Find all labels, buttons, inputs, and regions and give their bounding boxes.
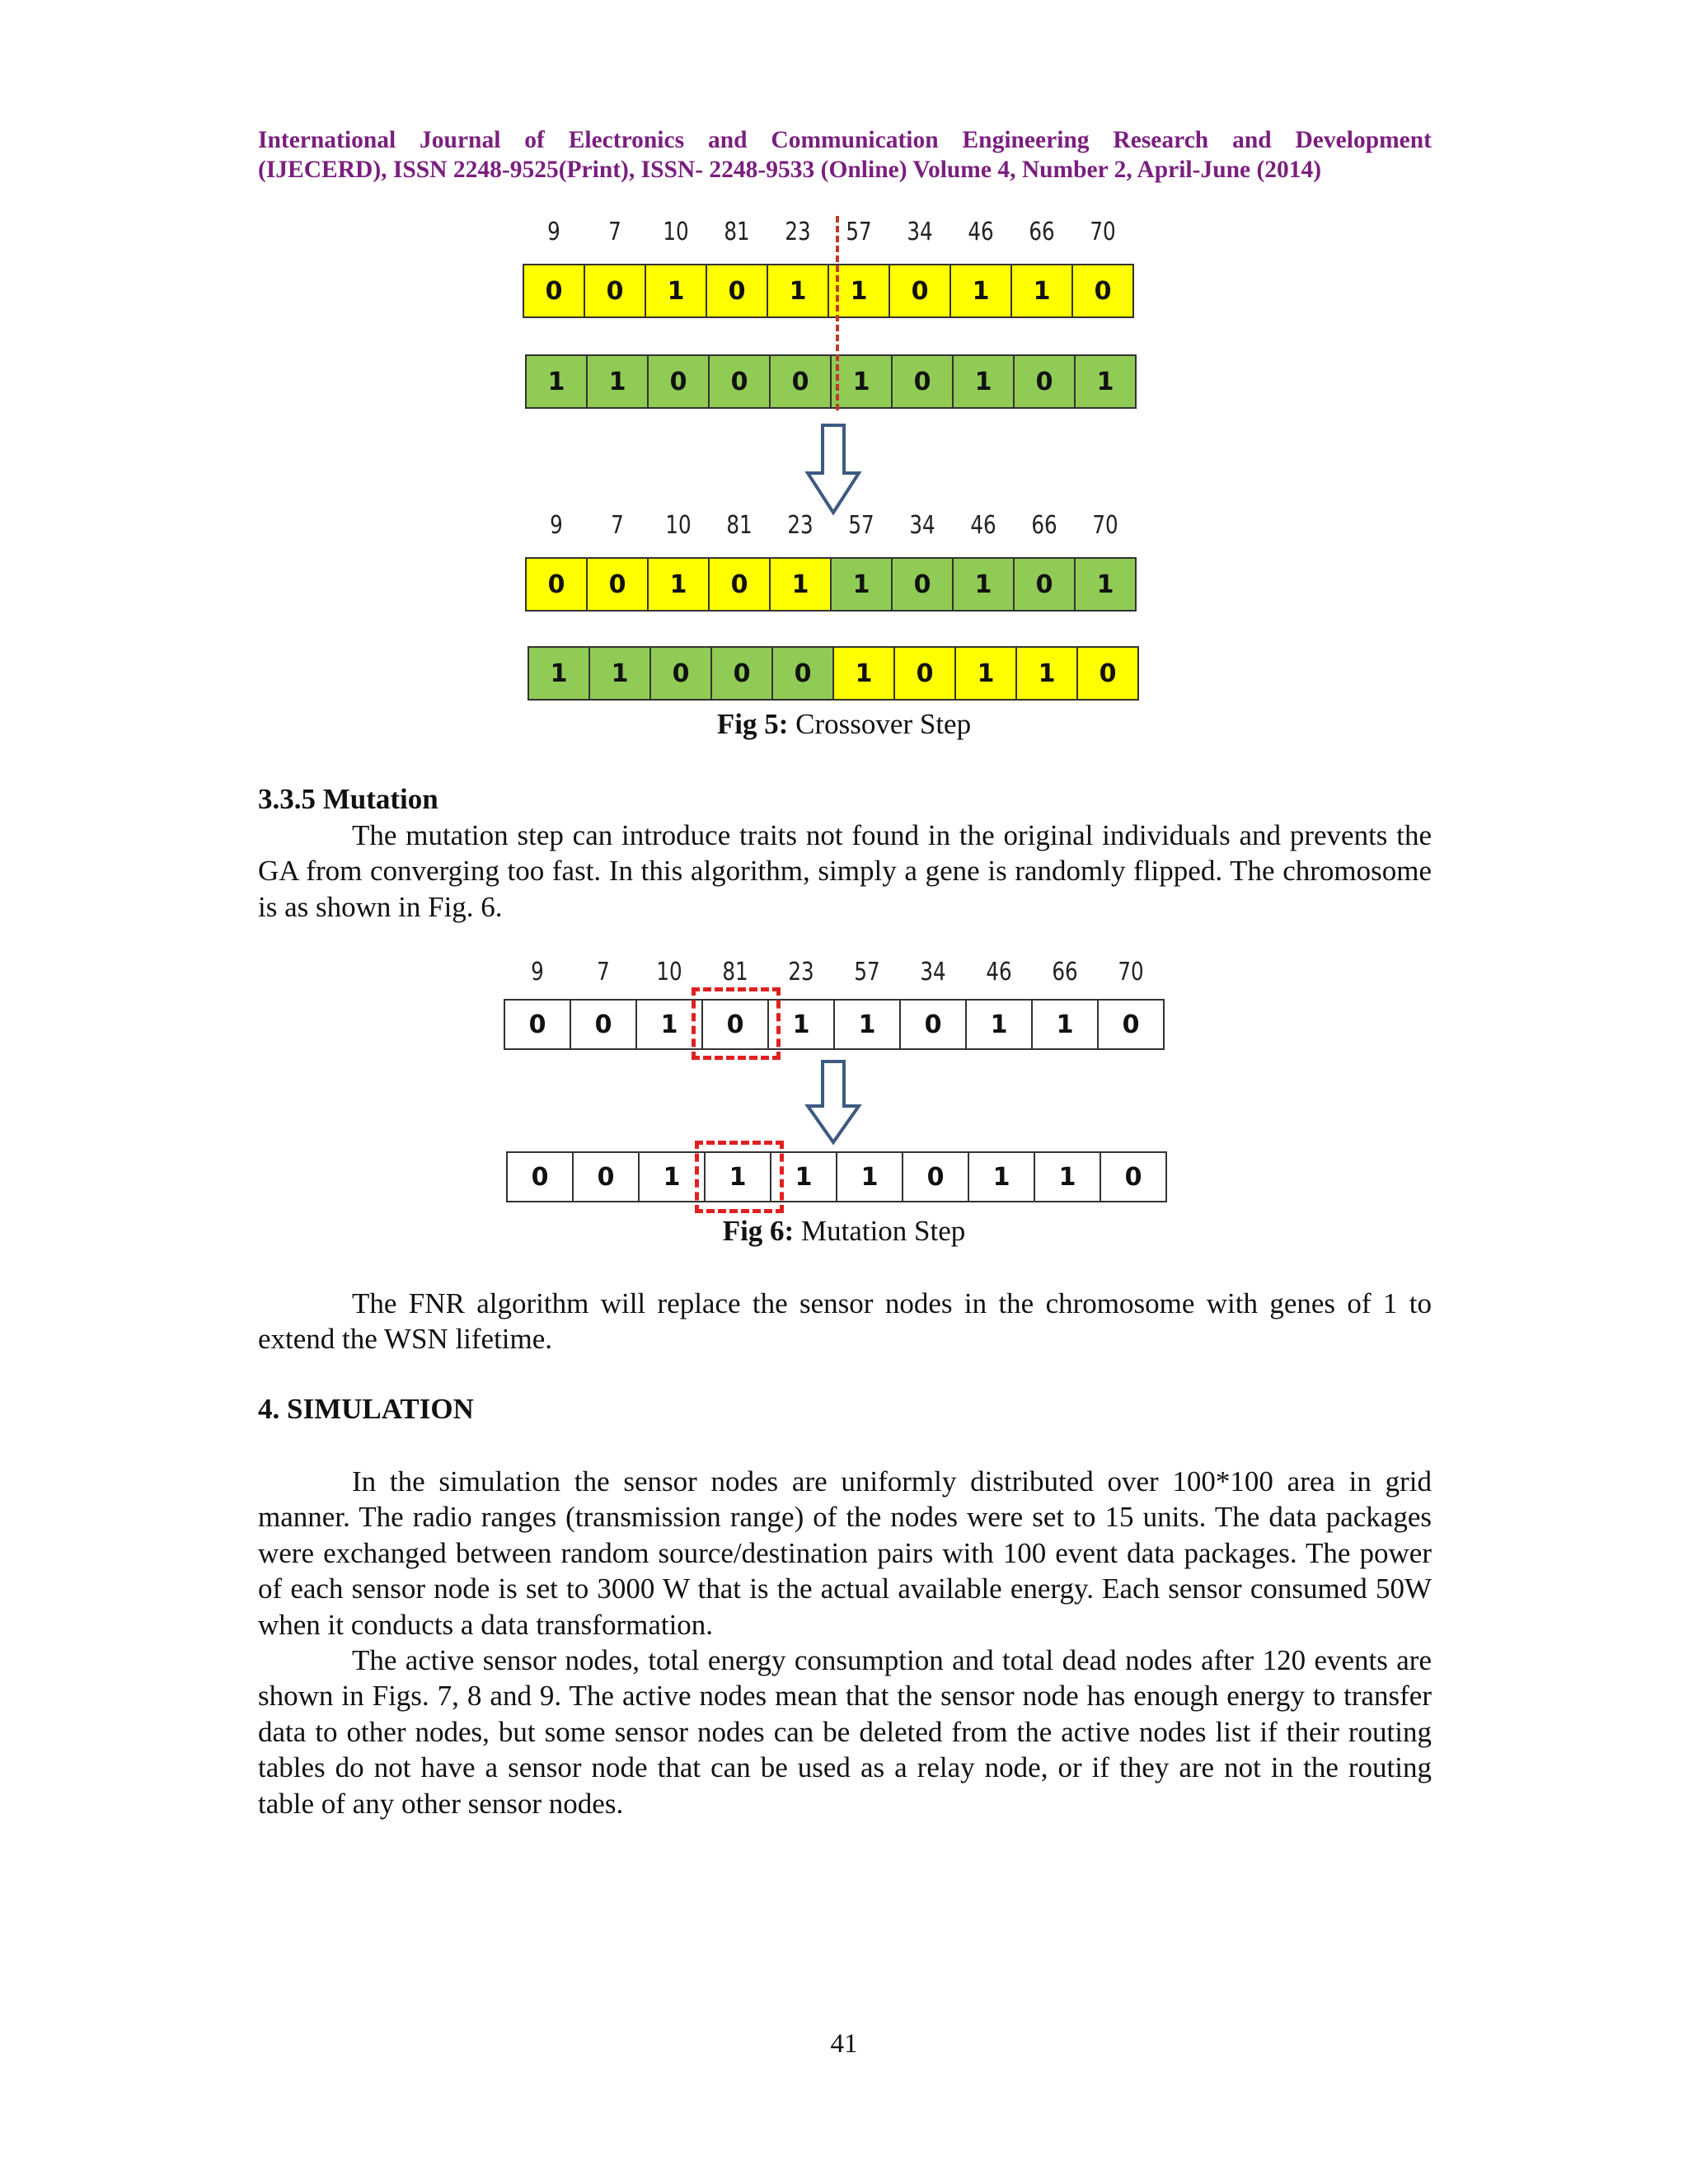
gene-cell: 1 — [952, 354, 1015, 409]
gene-cell: 1 — [635, 999, 703, 1050]
gene-cell: 1 — [770, 1151, 837, 1202]
gene-label: 57 — [854, 958, 880, 987]
gene-cell: 1 — [836, 1151, 903, 1202]
gene-cell: 1 — [968, 1151, 1035, 1202]
gene-label: 7 — [597, 958, 610, 987]
gene-cell: 1 — [830, 354, 893, 409]
simulation-paragraph-1: In the simulation the sensor nodes are uniformly distributed over 100*100 area in grid manner. The radio ranges (transmission range) of the nodes were set to 15 units. The data packages were exchanged between random source/destination pairs with 100 event data packages. The power of each sensor node is set to 3000 W that is the actual available energy. Each sensor consumed 50W when it conducts a data transformation. — [258, 1465, 1432, 1641]
gene-label: 23 — [787, 511, 814, 540]
gene-cell: 1 — [1074, 557, 1137, 612]
simulation-paragraph-2: The active sensor nodes, total energy consumption and total dead nodes after 120 events are shown in Figs. 7, 8 and 9. The active nodes mean that the sensor node has enough energy to transfer data to other nodes, but some sensor nodes can be deleted from the active nodes list if their routing tables do not have a sensor node that can be used as a relay node, or if they are not in the routing table of any other sensor nodes. — [258, 1644, 1432, 1820]
gene-cell: 0 — [889, 264, 951, 318]
simulation-paragraphs — [258, 1464, 1432, 1821]
gene-cell: 0 — [506, 1151, 574, 1202]
gene-cell: 1 — [1031, 999, 1099, 1050]
gene-cell: 1 — [767, 264, 829, 318]
gene-label: 46 — [968, 218, 994, 246]
mutation-paragraph-text: The mutation step can introduce traits not found in the original individuals and prevents the GA from converging too fast. In this algorithm, simply a gene is randomly flipped. The chromosome is as shown in Fig. 6. — [258, 819, 1432, 923]
gene-cell: 0 — [1076, 646, 1139, 701]
gene-label: 46 — [986, 958, 1012, 987]
gene-cell: 0 — [706, 264, 768, 318]
gene-label: 57 — [848, 511, 874, 540]
fig6-caption — [0, 1215, 1688, 1248]
gene-label: 34 — [907, 218, 933, 246]
gene-cell: 0 — [649, 646, 712, 701]
fig5-child-a-row — [525, 557, 1137, 612]
gene-cell: 1 — [952, 557, 1015, 612]
down-arrow-icon — [804, 1060, 862, 1146]
gene-cell: 1 — [832, 646, 895, 701]
gene-cell: 0 — [771, 646, 834, 701]
gene-cell: 0 — [891, 354, 954, 409]
gene-cell: 0 — [523, 264, 585, 318]
fnr-paragraph — [258, 1286, 1432, 1357]
gene-cell: 1 — [1074, 354, 1137, 409]
gene-label: 81 — [726, 511, 753, 540]
fig5-caption-text: Crossover Step — [788, 708, 972, 740]
gene-cell: 1 — [525, 354, 588, 409]
gene-label: 34 — [909, 511, 935, 540]
gene-cell: 0 — [586, 557, 649, 612]
gene-cell: 1 — [965, 999, 1033, 1050]
gene-label: 7 — [608, 218, 621, 246]
gene-label: 10 — [656, 958, 682, 987]
gene-cell: 0 — [572, 1151, 640, 1202]
gene-cell: 0 — [1100, 1151, 1167, 1202]
gene-cell: 1 — [528, 646, 590, 701]
gene-label: 7 — [611, 511, 624, 540]
fig5-child-b-row — [528, 646, 1139, 701]
fig6-caption-label: Fig 6: — [722, 1215, 795, 1247]
fig5-caption — [0, 708, 1688, 741]
gene-cell: 0 — [584, 264, 646, 318]
gene-label: 66 — [1029, 218, 1055, 246]
gene-label: 34 — [920, 958, 946, 987]
mutated-gene-highlight-bottom — [695, 1141, 784, 1213]
gene-cell: 1 — [830, 557, 893, 612]
gene-label: 23 — [785, 218, 811, 246]
gene-cell: 1 — [767, 999, 835, 1050]
gene-cell: 0 — [708, 557, 771, 612]
fig6-gene-labels — [504, 958, 1165, 987]
gene-cell: 1 — [954, 646, 1017, 701]
gene-cell: 0 — [708, 354, 771, 409]
gene-label: 9 — [550, 511, 563, 540]
down-arrow-icon — [804, 424, 862, 516]
fig6-after-row — [506, 1151, 1167, 1202]
gene-cell: 1 — [1010, 264, 1073, 318]
gene-cell: 0 — [902, 1151, 969, 1202]
gene-cell: 0 — [525, 557, 588, 612]
gene-cell: 1 — [638, 1151, 706, 1202]
gene-label: 9 — [531, 958, 544, 987]
fig5-parent-a-row — [523, 264, 1134, 318]
gene-cell: 1 — [769, 557, 832, 612]
fig6-before-row — [504, 999, 1165, 1050]
fig5-gene-labels-bottom — [525, 511, 1137, 540]
journal-header — [258, 125, 1432, 185]
gene-cell: 0 — [1013, 557, 1076, 612]
fnr-paragraph-text: The FNR algorithm will replace the sensor nodes in the chromosome with genes of 1 to extend the WSN lifetime. — [258, 1287, 1432, 1356]
gene-cell: 1 — [645, 264, 707, 318]
fig6-caption-text: Mutation Step — [794, 1215, 966, 1247]
gene-label: 81 — [724, 218, 750, 246]
gene-cell: 0 — [570, 999, 637, 1050]
gene-cell: 1 — [1015, 646, 1078, 701]
gene-cell: 0 — [891, 557, 954, 612]
gene-cell: 1 — [588, 646, 651, 701]
gene-cell: 1 — [586, 354, 649, 409]
journal-header-line2: (IJECERD), ISSN 2248-9525(Print), ISSN- 2248-9533 (Online) Volume 4, Number 2, April-June (2014) — [258, 157, 1322, 183]
gene-cell: 0 — [1013, 354, 1076, 409]
gene-cell: 0 — [769, 354, 832, 409]
gene-cell: 0 — [1071, 264, 1134, 318]
gene-cell: 1 — [1034, 1151, 1101, 1202]
gene-cell: 0 — [1097, 999, 1165, 1050]
gene-cell: 0 — [647, 354, 710, 409]
gene-label: 57 — [846, 218, 872, 246]
journal-header-line1: International Journal of Electronics and Communication Engineering Research and Development — [258, 127, 1432, 153]
gene-label: 46 — [970, 511, 996, 540]
gene-label: 23 — [788, 958, 814, 987]
gene-cell: 0 — [504, 999, 571, 1050]
gene-cell: 1 — [704, 1151, 771, 1202]
gene-label: 70 — [1090, 218, 1116, 246]
gene-label: 66 — [1031, 511, 1057, 540]
fig5-gene-labels-top — [523, 218, 1134, 246]
section-heading-mutation: 3.3.5 Mutation — [258, 783, 438, 815]
mutation-paragraph — [258, 818, 1432, 925]
gene-label: 70 — [1118, 958, 1144, 987]
gene-cell: 1 — [833, 999, 901, 1050]
page-number: 41 — [830, 2029, 858, 2059]
gene-cell: 0 — [899, 999, 967, 1050]
gene-cell: 1 — [828, 264, 890, 318]
gene-cell: 0 — [701, 999, 769, 1050]
fig5-caption-label: Fig 5: — [716, 708, 789, 740]
gene-label: 10 — [663, 218, 689, 246]
gene-label: 66 — [1052, 958, 1078, 987]
gene-cell: 1 — [950, 264, 1012, 318]
gene-cell: 0 — [893, 646, 956, 701]
fig5-parent-b-row — [525, 354, 1137, 409]
gene-cell: 1 — [647, 557, 710, 612]
gene-label: 10 — [665, 511, 692, 540]
crossover-point-line — [836, 216, 839, 410]
gene-label: 81 — [722, 958, 748, 987]
mutated-gene-highlight-top — [692, 987, 781, 1060]
section-heading-simulation: 4. SIMULATION — [258, 1393, 474, 1425]
gene-cell: 0 — [710, 646, 773, 701]
gene-label: 9 — [547, 218, 560, 246]
gene-label: 70 — [1092, 511, 1118, 540]
